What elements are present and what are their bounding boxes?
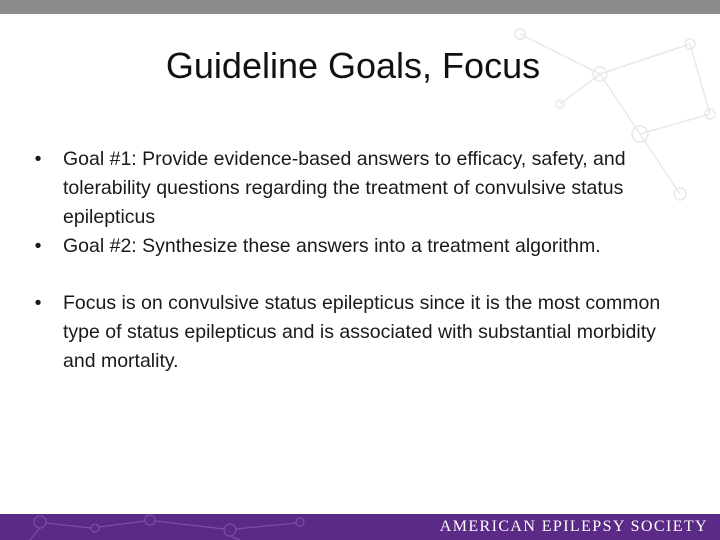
bullet-text: Goal #1: Provide evidence-based answers to efficacy, safety, and tolerability questions regarding the treatment of convulsive status epilepticus [63,148,626,228]
organization-name: AMERICAN EPILEPSY SOCIETY [439,518,708,535]
bullet-focus [28,289,688,376]
slide-title: Guideline Goals, Focus [165,45,541,86]
bullet-marker: • [34,148,42,170]
bullet-marker: • [34,292,42,314]
bullet-goal-2 [28,232,688,261]
top-accent-bar [0,0,720,14]
bullet-goal-1 [28,145,688,232]
bullet-marker: • [34,235,42,257]
bullet-text: Goal #2: Synthesize these answers into a treatment algorithm. [63,235,601,257]
bullet-list [28,145,688,376]
footer-bar [0,514,720,540]
footer-network-decoration [0,514,440,540]
bullet-text: Focus is on convulsive status epilepticus since it is the most common type of status epilepticus and is associated with substantial morbidity and mortality. [63,292,661,372]
